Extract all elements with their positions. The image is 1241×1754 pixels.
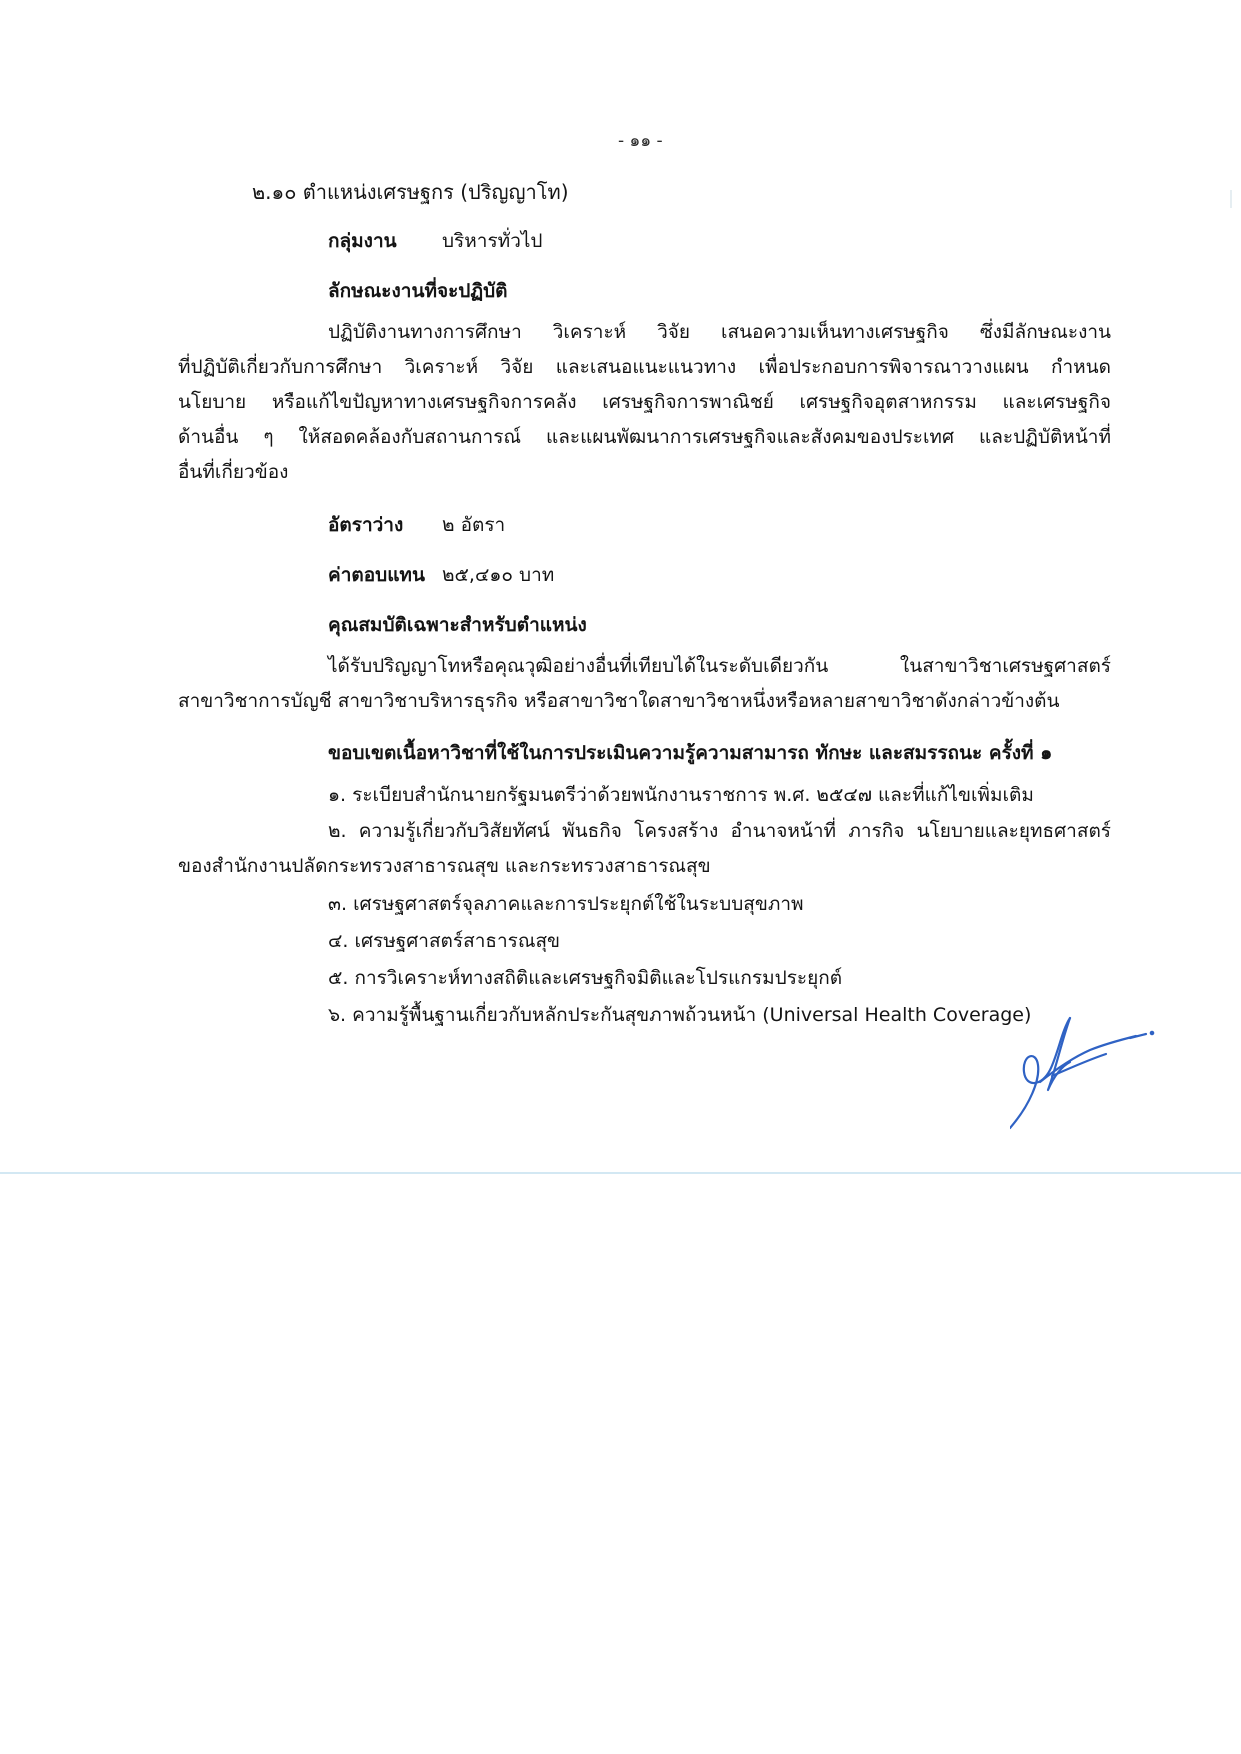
qualifications-heading: คุณสมบัติเฉพาะสำหรับตำแหน่ง [328, 614, 587, 636]
compensation-label: ค่าตอบแทน [328, 564, 425, 586]
job-nature-line-3: นโยบาย หรือแก้ไขปัญหาทางเศรษฐกิจการคลัง เศรษฐกิจการพาณิชย์ เศรษฐกิจอุตสาหกรรม และเศรษฐกิจ [178, 391, 1111, 413]
handwritten-signature [1010, 1010, 1160, 1140]
scope-item-6: ๖. ความรู้พื้นฐานเกี่ยวกับหลักประกันสุขภาพถ้วนหน้า (Universal Health Coverage) [328, 1004, 1032, 1026]
scope-item-5: ๕. การวิเคราะห์ทางสถิติและเศรษฐกิจมิติและโปรแกรมประยุกต์ [328, 967, 843, 989]
scope-item-3: ๓. เศรษฐศาสตร์จุลภาคและการประยุกต์ใช้ในระบบสุขภาพ [328, 893, 804, 915]
scope-heading: ขอบเขตเนื้อหาวิชาที่ใช้ในการประเมินความรู้ความสามารถ ทักษะ และสมรรถนะ ครั้งที่ ๑ [328, 742, 1053, 764]
job-nature-line-1: ปฏิบัติงานทางการศึกษา วิเคราะห์ วิจัย เสนอความเห็นทางเศรษฐกิจ ซึ่งมีลักษณะงาน [328, 321, 1111, 343]
vacancies-value: ๒ อัตรา [442, 514, 506, 536]
qualifications-line-1: ได้รับปริญญาโทหรือคุณวุฒิอย่างอื่นที่เทียบได้ในระดับเดียวกัน ในสาขาวิชาเศรษฐศาสตร์ [328, 655, 1111, 677]
scope-item-4: ๔. เศรษฐศาสตร์สาธารณสุข [328, 930, 561, 952]
work-group-label: กลุ่มงาน [328, 230, 397, 252]
work-group-value: บริหารทั่วไป [442, 230, 543, 252]
scope-item-1: ๑. ระเบียบสำนักนายกรัฐมนตรีว่าด้วยพนักงานราชการ พ.ศ. ๒๕๔๗ และที่แก้ไขเพิ่มเติม [328, 784, 1034, 806]
job-nature-line-4: ด้านอื่น ๆ ให้สอดคล้องกับสถานการณ์ และแผนพัฒนาการเศรษฐกิจและสังคมของประเทศ และปฏิบัติหน้าที่ [178, 426, 1111, 448]
compensation-value: ๒๕,๔๑๐ บาท [442, 564, 555, 586]
job-nature-heading: ลักษณะงานที่จะปฏิบัติ [328, 280, 508, 302]
page-divider-line [0, 1172, 1241, 1174]
scope-item-2-continued: ของสำนักงานปลัดกระทรวงสาธารณสุข และกระทรวงสาธารณสุข [178, 855, 711, 877]
job-nature-line-5: อื่นที่เกี่ยวข้อง [178, 461, 289, 483]
qualifications-line-2: สาขาวิชาการบัญชี สาขาวิชาบริหารธุรกิจ หรือสาขาวิชาใดสาขาวิชาหนึ่งหรือหลายสาขาวิชาดังกล่าวข้างต้น [178, 690, 1060, 712]
section-title: ๒.๑๐ ตำแหน่งเศรษฐกร (ปริญญาโท) [252, 180, 569, 204]
scan-edge-mark [1230, 190, 1232, 208]
scope-item-2: ๒. ความรู้เกี่ยวกับวิสัยทัศน์ พันธกิจ โครงสร้าง อำนาจหน้าที่ ภารกิจ นโยบายและยุทธศาสตร์ [328, 820, 1111, 842]
page-number: - ๑๑ - [618, 131, 663, 151]
vacancies-label: อัตราว่าง [328, 514, 404, 536]
job-nature-line-2: ที่ปฏิบัติเกี่ยวกับการศึกษา วิเคราะห์ วิจัย และเสนอแนะแนวทาง เพื่อประกอบการพิจารณาวางแผน กำหนด [178, 356, 1111, 378]
